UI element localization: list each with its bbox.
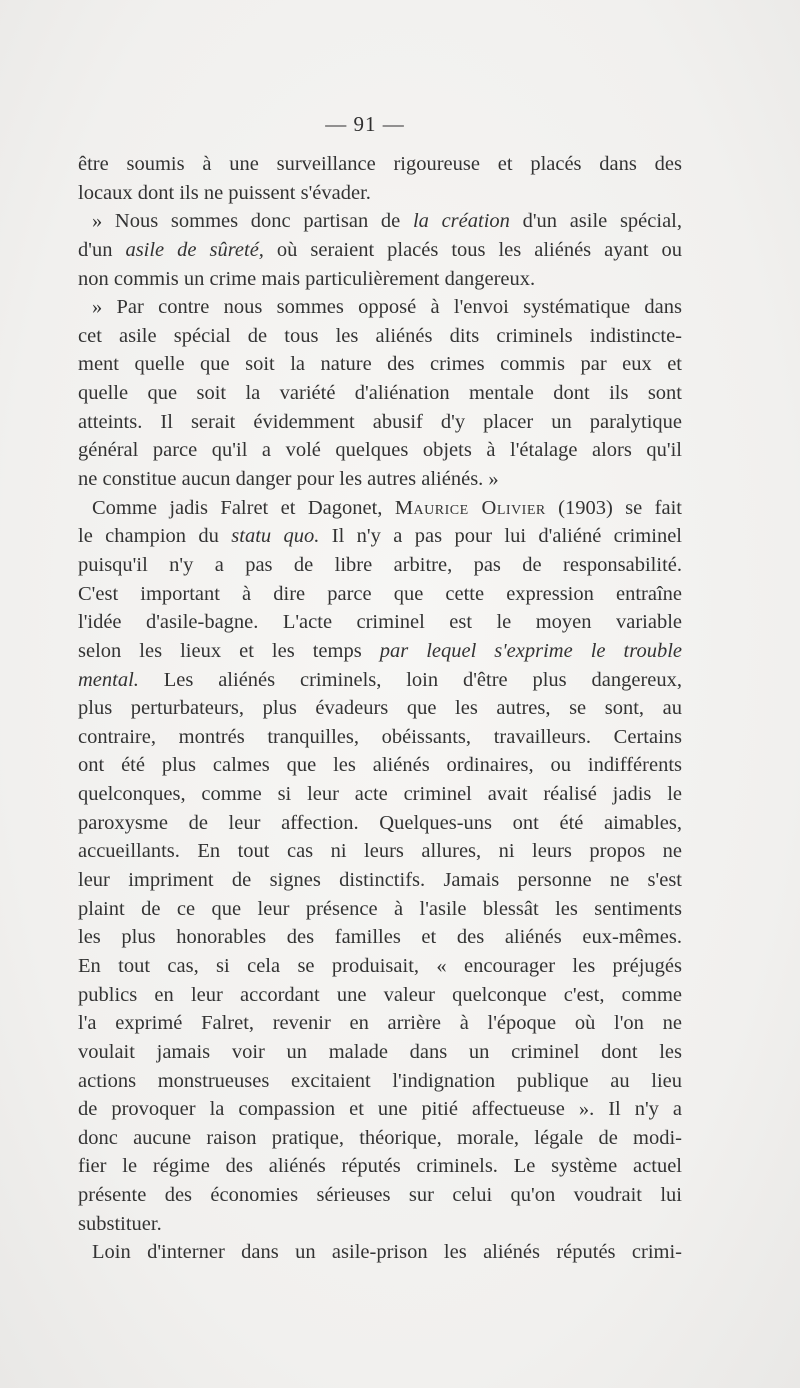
text-run: accueillants. En tout cas ni leurs allures, ni leurs propos ne (78, 840, 682, 863)
text-run: (1903) se fait (545, 496, 682, 519)
text-run: ment quelle que soit la nature des crimes commis par eux et (78, 353, 682, 376)
text-run: puisqu'il n'y a pas de libre arbitre, pas de responsabilité. (78, 553, 682, 576)
text-run: non commis un crime mais particulièrement dangereux. (78, 267, 536, 290)
text-run: contraire, montrés tranquilles, obéissants, travailleurs. Certains (78, 725, 682, 748)
text-line (78, 837, 682, 866)
text-run: ne constitue aucun danger pour les autres aliénés. » (78, 468, 499, 491)
text-line (78, 179, 682, 208)
text-line (78, 551, 682, 580)
text-run: paroxysme de leur affection. Quelques-uns ont été aimables, (78, 811, 682, 834)
text-run: quelconques, comme si leur acte criminel avait réalisé jadis le (78, 783, 682, 806)
text-run: C'est important à dire parce que cette expression entraîne (78, 582, 682, 605)
text-run: substituer. (78, 1212, 162, 1235)
text-line (78, 265, 682, 294)
text-run: leur impriment de signes distinctifs. Jamais personne ne s'est (78, 869, 682, 892)
text-line (78, 150, 682, 179)
text-line (78, 522, 682, 551)
text-line (78, 293, 682, 322)
text-smallcaps: Maurice Olivier (394, 496, 546, 519)
text-line (78, 494, 682, 523)
text-run: donc aucune raison pratique, théorique, morale, légale de modi- (78, 1126, 682, 1149)
text-run: Il n'y a pas pour lui d'aliéné criminel (319, 525, 682, 548)
text-run: le champion du (78, 525, 232, 548)
text-line (78, 436, 682, 465)
text-line (78, 1067, 682, 1096)
text-run: locaux dont ils ne puissent s'évader. (78, 181, 371, 204)
text-run: de provoquer la compassion et une pitié affectueuse ». Il n'y a (78, 1098, 682, 1121)
text-run: les plus honorables des familles et des aliénés eux-mêmes. (78, 926, 682, 949)
text-italic: mental. (78, 668, 139, 691)
page-number: — 91 — (325, 112, 405, 136)
text-line (78, 465, 682, 494)
text-run: présente des économies sérieuses sur celui qu'on voudrait lui (78, 1184, 682, 1207)
text-run: actions monstrueuses excitaient l'indignation publique au lieu (78, 1069, 682, 1092)
text-line (78, 350, 682, 379)
text-italic: asile de sûreté, (125, 238, 264, 261)
text-run: Comme jadis Falret et Dagonet, (92, 496, 395, 519)
text-run: » Par contre nous sommes opposé à l'envoi systématique dans (92, 296, 682, 319)
text-run: être soumis à une surveillance rigoureuse et placés dans des (78, 153, 682, 175)
text-run: où seraient placés tous les aliénés ayant ou (263, 238, 683, 261)
text-run: d'un asile spécial, (509, 210, 682, 233)
text-line (78, 1152, 682, 1181)
text-line (78, 1095, 682, 1124)
text-line (78, 1210, 682, 1239)
text-line (78, 780, 682, 809)
text-run: l'a exprimé Falret, revenir en arrière à l'époque où l'on ne (78, 1012, 682, 1035)
text-italic: la création (412, 210, 510, 233)
text-line (78, 981, 682, 1010)
text-line (78, 236, 682, 265)
text-line (78, 207, 682, 236)
text-line (78, 723, 682, 752)
text-run: d'un (78, 238, 126, 261)
text-line (78, 1238, 682, 1267)
text-italic: par lequel s'exprime le trouble (379, 639, 682, 662)
text-line (78, 1038, 682, 1067)
text-run: En tout cas, si cela se produisait, « encourager les préjugés (78, 954, 682, 977)
text-line (78, 608, 682, 637)
text-line (78, 1124, 682, 1153)
text-line (78, 322, 682, 351)
text-line (78, 923, 682, 952)
text-line (78, 379, 682, 408)
text-italic: statu quo. (231, 525, 320, 548)
text-run: publics en leur accordant une valeur quelconque c'est, comme (78, 983, 682, 1006)
text-run: fier le régime des aliénés réputés criminels. Le système actuel (78, 1155, 682, 1178)
text-line (78, 952, 682, 981)
text-line (78, 1009, 682, 1038)
text-line (78, 637, 682, 666)
text-line (78, 1181, 682, 1210)
text-line (78, 866, 682, 895)
text-line (78, 408, 682, 437)
text-line (78, 895, 682, 924)
text-line (78, 666, 682, 695)
text-run: selon les lieux et les temps (78, 639, 380, 662)
text-line (78, 694, 682, 723)
text-run: voulait jamais voir un malade dans un criminel dont les (78, 1040, 682, 1063)
text-line (78, 751, 682, 780)
text-run: cet asile spécial de tous les aliénés dits criminels indistincte- (78, 324, 682, 347)
text-run: Les aliénés criminels, loin d'être plus dangereux, (138, 668, 682, 691)
text-run: général parce qu'il a volé quelques objets à l'étalage alors qu'il (78, 439, 682, 462)
text-run: » Nous sommes donc partisan de (92, 210, 413, 233)
text-line (78, 809, 682, 838)
text-run: quelle que soit la variété d'aliénation mentale dont ils sont (78, 382, 682, 405)
text-run: ont été plus calmes que les aliénés ordinaires, ou indifférents (78, 754, 682, 777)
text-run: plaint de ce que leur présence à l'asile blessât les sentiments (78, 897, 682, 920)
text-run: l'idée d'asile-bagne. L'acte criminel est le moyen variable (78, 611, 682, 634)
text-run: Loin d'interner dans un asile-prison les aliénés réputés crimi- (92, 1241, 682, 1264)
body-text (78, 150, 682, 1267)
text-run: atteints. Il serait évidemment abusif d'y placer un paralytique (78, 410, 682, 433)
text-run: plus perturbateurs, plus évadeurs que les autres, se sont, au (78, 697, 682, 720)
text-line (78, 580, 682, 609)
